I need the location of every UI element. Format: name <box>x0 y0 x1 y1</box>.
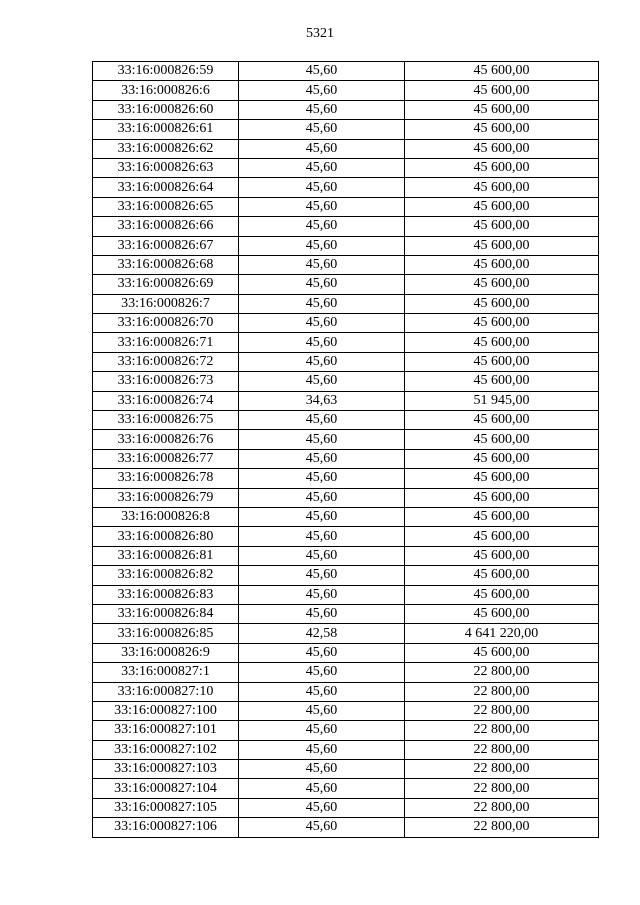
table-row <box>93 604 599 623</box>
table-row <box>93 333 599 352</box>
value-cell: 45 600,00 <box>405 139 599 158</box>
area-cell: 45,60 <box>239 585 405 604</box>
table-row <box>93 372 599 391</box>
cadastral-table <box>92 61 599 838</box>
area-cell: 45,60 <box>239 411 405 430</box>
cadastral-number-cell: 33:16:000826:77 <box>93 449 239 468</box>
area-cell: 45,60 <box>239 333 405 352</box>
value-cell: 45 600,00 <box>405 430 599 449</box>
table-row <box>93 81 599 100</box>
cadastral-number-cell: 33:16:000826:64 <box>93 178 239 197</box>
cadastral-number-cell: 33:16:000827:104 <box>93 779 239 798</box>
table-row <box>93 449 599 468</box>
area-cell: 45,60 <box>239 449 405 468</box>
table-row <box>93 488 599 507</box>
cadastral-number-cell: 33:16:000827:106 <box>93 818 239 837</box>
area-cell: 45,60 <box>239 197 405 216</box>
cadastral-number-cell: 33:16:000826:74 <box>93 391 239 410</box>
table-row <box>93 217 599 236</box>
value-cell: 45 600,00 <box>405 604 599 623</box>
cadastral-number-cell: 33:16:000826:66 <box>93 217 239 236</box>
cadastral-number-cell: 33:16:000826:75 <box>93 411 239 430</box>
area-cell: 45,60 <box>239 527 405 546</box>
value-cell: 45 600,00 <box>405 81 599 100</box>
cadastral-number-cell: 33:16:000827:103 <box>93 760 239 779</box>
area-cell: 45,60 <box>239 779 405 798</box>
table-row <box>93 430 599 449</box>
value-cell: 45 600,00 <box>405 352 599 371</box>
table-row <box>93 643 599 662</box>
area-cell: 45,60 <box>239 314 405 333</box>
area-cell: 45,60 <box>239 643 405 662</box>
cadastral-number-cell: 33:16:000827:105 <box>93 798 239 817</box>
table-row <box>93 314 599 333</box>
value-cell: 45 600,00 <box>405 333 599 352</box>
table-body <box>93 62 599 838</box>
area-cell: 45,60 <box>239 120 405 139</box>
table-row <box>93 469 599 488</box>
value-cell: 22 800,00 <box>405 798 599 817</box>
value-cell: 45 600,00 <box>405 255 599 274</box>
cadastral-number-cell: 33:16:000826:65 <box>93 197 239 216</box>
area-cell: 45,60 <box>239 352 405 371</box>
area-cell: 45,60 <box>239 469 405 488</box>
cadastral-number-cell: 33:16:000826:71 <box>93 333 239 352</box>
value-cell: 45 600,00 <box>405 314 599 333</box>
value-cell: 45 600,00 <box>405 585 599 604</box>
value-cell: 45 600,00 <box>405 236 599 255</box>
value-cell: 45 600,00 <box>405 197 599 216</box>
cadastral-number-cell: 33:16:000826:60 <box>93 100 239 119</box>
area-cell: 45,60 <box>239 682 405 701</box>
area-cell: 45,60 <box>239 81 405 100</box>
cadastral-number-cell: 33:16:000826:78 <box>93 469 239 488</box>
table-row <box>93 236 599 255</box>
value-cell: 4 641 220,00 <box>405 624 599 643</box>
area-cell: 45,60 <box>239 663 405 682</box>
cadastral-number-cell: 33:16:000826:84 <box>93 604 239 623</box>
cadastral-number-cell: 33:16:000827:10 <box>93 682 239 701</box>
table-row <box>93 255 599 274</box>
value-cell: 45 600,00 <box>405 469 599 488</box>
table-row <box>93 100 599 119</box>
table-row <box>93 197 599 216</box>
cadastral-number-cell: 33:16:000827:100 <box>93 701 239 720</box>
value-cell: 45 600,00 <box>405 217 599 236</box>
cadastral-number-cell: 33:16:000826:8 <box>93 507 239 526</box>
cadastral-number-cell: 33:16:000826:83 <box>93 585 239 604</box>
table-row <box>93 507 599 526</box>
table-row <box>93 721 599 740</box>
value-cell: 45 600,00 <box>405 178 599 197</box>
area-cell: 45,60 <box>239 178 405 197</box>
table-row <box>93 546 599 565</box>
area-cell: 45,60 <box>239 294 405 313</box>
value-cell: 45 600,00 <box>405 546 599 565</box>
value-cell: 22 800,00 <box>405 721 599 740</box>
value-cell: 22 800,00 <box>405 740 599 759</box>
cadastral-number-cell: 33:16:000826:70 <box>93 314 239 333</box>
cadastral-number-cell: 33:16:000826:76 <box>93 430 239 449</box>
area-cell: 45,60 <box>239 740 405 759</box>
value-cell: 45 600,00 <box>405 62 599 81</box>
area-cell: 45,60 <box>239 236 405 255</box>
table-row <box>93 62 599 81</box>
table-row <box>93 178 599 197</box>
table-row <box>93 740 599 759</box>
value-cell: 22 800,00 <box>405 663 599 682</box>
cadastral-number-cell: 33:16:000826:73 <box>93 372 239 391</box>
value-cell: 45 600,00 <box>405 566 599 585</box>
area-cell: 45,60 <box>239 158 405 177</box>
value-cell: 45 600,00 <box>405 643 599 662</box>
value-cell: 22 800,00 <box>405 779 599 798</box>
cadastral-number-cell: 33:16:000826:61 <box>93 120 239 139</box>
table-row <box>93 275 599 294</box>
area-cell: 45,60 <box>239 139 405 158</box>
value-cell: 22 800,00 <box>405 818 599 837</box>
area-cell: 45,60 <box>239 760 405 779</box>
area-cell: 45,60 <box>239 546 405 565</box>
table-row <box>93 139 599 158</box>
area-cell: 45,60 <box>239 372 405 391</box>
area-cell: 45,60 <box>239 255 405 274</box>
value-cell: 45 600,00 <box>405 527 599 546</box>
area-cell: 45,60 <box>239 701 405 720</box>
table-row <box>93 411 599 430</box>
table-row <box>93 663 599 682</box>
cadastral-number-cell: 33:16:000826:80 <box>93 527 239 546</box>
value-cell: 45 600,00 <box>405 507 599 526</box>
area-cell: 45,60 <box>239 604 405 623</box>
area-cell: 45,60 <box>239 62 405 81</box>
table-row <box>93 818 599 837</box>
table-row <box>93 527 599 546</box>
table-row <box>93 294 599 313</box>
area-cell: 45,60 <box>239 275 405 294</box>
value-cell: 45 600,00 <box>405 488 599 507</box>
cadastral-number-cell: 33:16:000826:81 <box>93 546 239 565</box>
page-number: 5321 <box>306 26 334 41</box>
cadastral-number-cell: 33:16:000826:85 <box>93 624 239 643</box>
area-cell: 45,60 <box>239 566 405 585</box>
value-cell: 45 600,00 <box>405 158 599 177</box>
value-cell: 51 945,00 <box>405 391 599 410</box>
cadastral-number-cell: 33:16:000826:68 <box>93 255 239 274</box>
cadastral-number-cell: 33:16:000827:101 <box>93 721 239 740</box>
table-row <box>93 701 599 720</box>
cadastral-number-cell: 33:16:000826:72 <box>93 352 239 371</box>
value-cell: 45 600,00 <box>405 411 599 430</box>
table-row <box>93 585 599 604</box>
area-cell: 45,60 <box>239 721 405 740</box>
area-cell: 45,60 <box>239 488 405 507</box>
table-row <box>93 798 599 817</box>
area-cell: 45,60 <box>239 217 405 236</box>
table-row <box>93 760 599 779</box>
cadastral-number-cell: 33:16:000827:1 <box>93 663 239 682</box>
cadastral-number-cell: 33:16:000826:79 <box>93 488 239 507</box>
table-row <box>93 391 599 410</box>
area-cell: 45,60 <box>239 100 405 119</box>
cadastral-number-cell: 33:16:000826:69 <box>93 275 239 294</box>
area-cell: 45,60 <box>239 798 405 817</box>
value-cell: 45 600,00 <box>405 275 599 294</box>
cadastral-number-cell: 33:16:000826:6 <box>93 81 239 100</box>
table-row <box>93 352 599 371</box>
table-row <box>93 624 599 643</box>
table-row <box>93 682 599 701</box>
value-cell: 45 600,00 <box>405 294 599 313</box>
value-cell: 45 600,00 <box>405 449 599 468</box>
value-cell: 22 800,00 <box>405 760 599 779</box>
cadastral-number-cell: 33:16:000826:62 <box>93 139 239 158</box>
table-row <box>93 779 599 798</box>
table-row <box>93 120 599 139</box>
cadastral-number-cell: 33:16:000826:7 <box>93 294 239 313</box>
value-cell: 22 800,00 <box>405 701 599 720</box>
table-row <box>93 158 599 177</box>
value-cell: 45 600,00 <box>405 120 599 139</box>
value-cell: 45 600,00 <box>405 100 599 119</box>
value-cell: 45 600,00 <box>405 372 599 391</box>
area-cell: 34,63 <box>239 391 405 410</box>
cadastral-number-cell: 33:16:000826:67 <box>93 236 239 255</box>
cadastral-number-cell: 33:16:000826:9 <box>93 643 239 662</box>
area-cell: 45,60 <box>239 507 405 526</box>
value-cell: 22 800,00 <box>405 682 599 701</box>
area-cell: 45,60 <box>239 818 405 837</box>
area-cell: 45,60 <box>239 430 405 449</box>
cadastral-number-cell: 33:16:000827:102 <box>93 740 239 759</box>
cadastral-number-cell: 33:16:000826:59 <box>93 62 239 81</box>
cadastral-number-cell: 33:16:000826:63 <box>93 158 239 177</box>
cadastral-number-cell: 33:16:000826:82 <box>93 566 239 585</box>
table-row <box>93 566 599 585</box>
area-cell: 42,58 <box>239 624 405 643</box>
